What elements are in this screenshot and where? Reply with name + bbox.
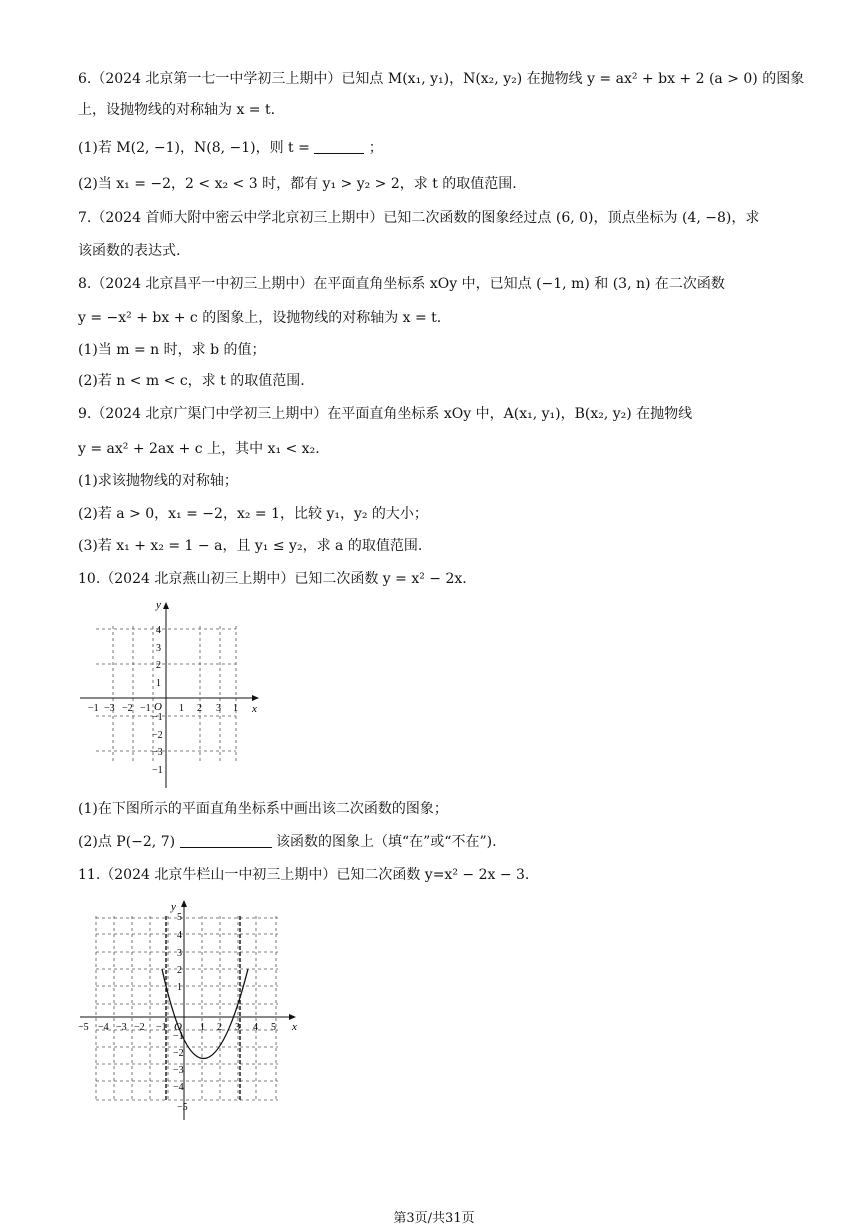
q10-x-tick: −3: [104, 703, 115, 714]
q9-line-1: 9.（2024 北京广渠门中学初三上期中）在平面直角坐标系 xOy 中，A(x₁, y₁)，B(x₂, y₂) 在抛物线: [78, 406, 693, 422]
q11-y-tick: 5: [177, 912, 182, 923]
q9-part-1: (1)求该抛物线的对称轴；: [78, 473, 238, 489]
q10-x-tick: 1: [233, 703, 238, 714]
q6-part-2: (2)当 x₁ = −2，2 < x₂ < 3 时，都有 y₁ > y₂ > 2，求 t 的取值范围.: [78, 176, 517, 192]
q11-x-arrow: [289, 1014, 296, 1020]
q11-coordinate-grid: [76, 896, 306, 1122]
q11-x-tick: −2: [134, 1022, 145, 1033]
q7-line-2: 该函数的表达式.: [78, 243, 181, 259]
q6-part-1: [78, 139, 383, 157]
q10-answer-blank[interactable]: [180, 833, 272, 848]
q11-line-1: 11.（2024 北京牛栏山一中初三上期中）已知二次函数 y=x² − 2x − 3.: [78, 867, 530, 883]
q10-x-tick: 3: [216, 703, 221, 714]
q11-x-tick: −3: [116, 1022, 127, 1033]
q10-y-tick: 4: [156, 625, 161, 636]
q10-y-tick: 2: [156, 660, 161, 671]
q10-y-arrow: [163, 602, 169, 609]
q11-y-tick: −3: [173, 1065, 184, 1076]
q6-part-1-end: ；: [368, 140, 383, 156]
q11-x-tick: 3: [235, 1022, 240, 1033]
q8-part-2: (2)若 n < m < c，求 t 的取值范围.: [78, 373, 305, 389]
q11-x-tick: 5: [271, 1022, 276, 1033]
q10-y-tick: 3: [156, 643, 161, 654]
q11-y-tick: −1: [173, 1031, 184, 1042]
q7-line-1: 7.（2024 首师大附中密云中学北京初三上期中）已知二次函数的图象经过点 (6, 0)，顶点坐标为 (4, −8)，求: [78, 210, 760, 226]
q10-part-2: [78, 833, 497, 851]
q8-line-1: 8.（2024 北京昌平一中初三上期中）在平面直角坐标系 xOy 中，已知点 (−1, m) 和 (3, n) 在二次函数: [78, 276, 725, 292]
q8-part-1: (1)当 m = n 时，求 b 的值；: [78, 342, 266, 358]
q10-coordinate-grid: [78, 596, 268, 791]
page-footer: 第3页/共31页: [393, 1211, 475, 1226]
q11-y-tick: 2: [177, 965, 182, 976]
q9-line-2: y = ax² + 2ax + c 上，其中 x₁ < x₂.: [78, 441, 320, 457]
q10-part-1: (1)在下图所示的平面直角坐标系中画出该二次函数的图象；: [78, 801, 448, 817]
q8-line-2: y = −x² + bx + c 的图象上，设抛物线的对称轴为 x = t.: [78, 310, 442, 326]
q11-y-tick-labels: [173, 912, 188, 1113]
q11-x-tick: −5: [78, 1022, 89, 1033]
q6-line-1: 6.（2024 北京第一七一中学初三上期中）已知点 M(x₁, y₁)，N(x₂, y₂) 在抛物线 y = ax² + bx + 2 (a > 0) 的图象: [78, 71, 805, 87]
q10-x-tick: 1: [179, 703, 184, 714]
q11-y-arrow: [181, 900, 187, 907]
q10-y-label: y: [156, 599, 161, 611]
q10-x-tick-labels: [88, 703, 238, 714]
q11-y-tick: −2: [173, 1048, 184, 1059]
q11-y-tick: −4: [173, 1082, 184, 1093]
q11-y-label: y: [171, 901, 176, 913]
q6-part-1-text: (1)若 M(2, −1)，N(8, −1)，则 t =: [78, 140, 310, 156]
q11-origin-label: O: [174, 1021, 182, 1033]
q10-y-tick: −2: [152, 730, 163, 741]
q11-x-tick: 1: [200, 1022, 205, 1033]
q6-line-2: 上，设抛物线的对称轴为 x = t.: [78, 102, 276, 118]
q9-part-2: (2)若 a > 0，x₁ = −2，x₂ = 1，比较 y₁，y₂ 的大小；: [78, 506, 428, 522]
q10-y-tick: −1: [152, 765, 163, 776]
q11-y-tick: 3: [177, 948, 182, 959]
q10-x-tick: 2: [197, 703, 202, 714]
q10-line-1: 10.（2024 北京燕山初三上期中）已知二次函数 y = x² − 2x.: [78, 571, 467, 587]
q11-y-tick: 1: [177, 982, 182, 993]
q11-y-tick: 4: [177, 930, 182, 941]
q10-part-2-point: (2)点 P(−2, 7): [78, 834, 176, 850]
q10-origin-label: O: [154, 701, 162, 713]
q11-x-tick: 4: [253, 1022, 258, 1033]
q10-y-tick: −1: [152, 712, 163, 723]
q11-y-tick: −5: [177, 1102, 188, 1113]
q11-x-tick: −1: [156, 1022, 167, 1033]
q10-x-tick: −1: [88, 703, 99, 714]
q10-x-tick: −1: [140, 703, 151, 714]
q10-x-tick: −2: [122, 703, 133, 714]
q10-x-label: x: [252, 703, 257, 715]
q11-x-tick: 2: [217, 1022, 222, 1033]
q10-y-tick: 1: [156, 678, 161, 689]
q11-x-label: x: [292, 1021, 297, 1033]
q10-part-2-text: 该函数的图象上（填“在”或“不在”).: [275, 834, 497, 850]
q10-x-arrow: [252, 695, 259, 701]
q11-parabola: [162, 969, 248, 1059]
q10-y-tick: −3: [152, 747, 163, 758]
q6-answer-blank[interactable]: [314, 139, 364, 154]
q11-gridlines: [96, 916, 278, 1102]
q9-part-3: (3)若 x₁ + x₂ = 1 − a，且 y₁ ≤ y₂，求 a 的取值范围.: [78, 538, 423, 554]
q11-x-tick: −4: [98, 1022, 109, 1033]
